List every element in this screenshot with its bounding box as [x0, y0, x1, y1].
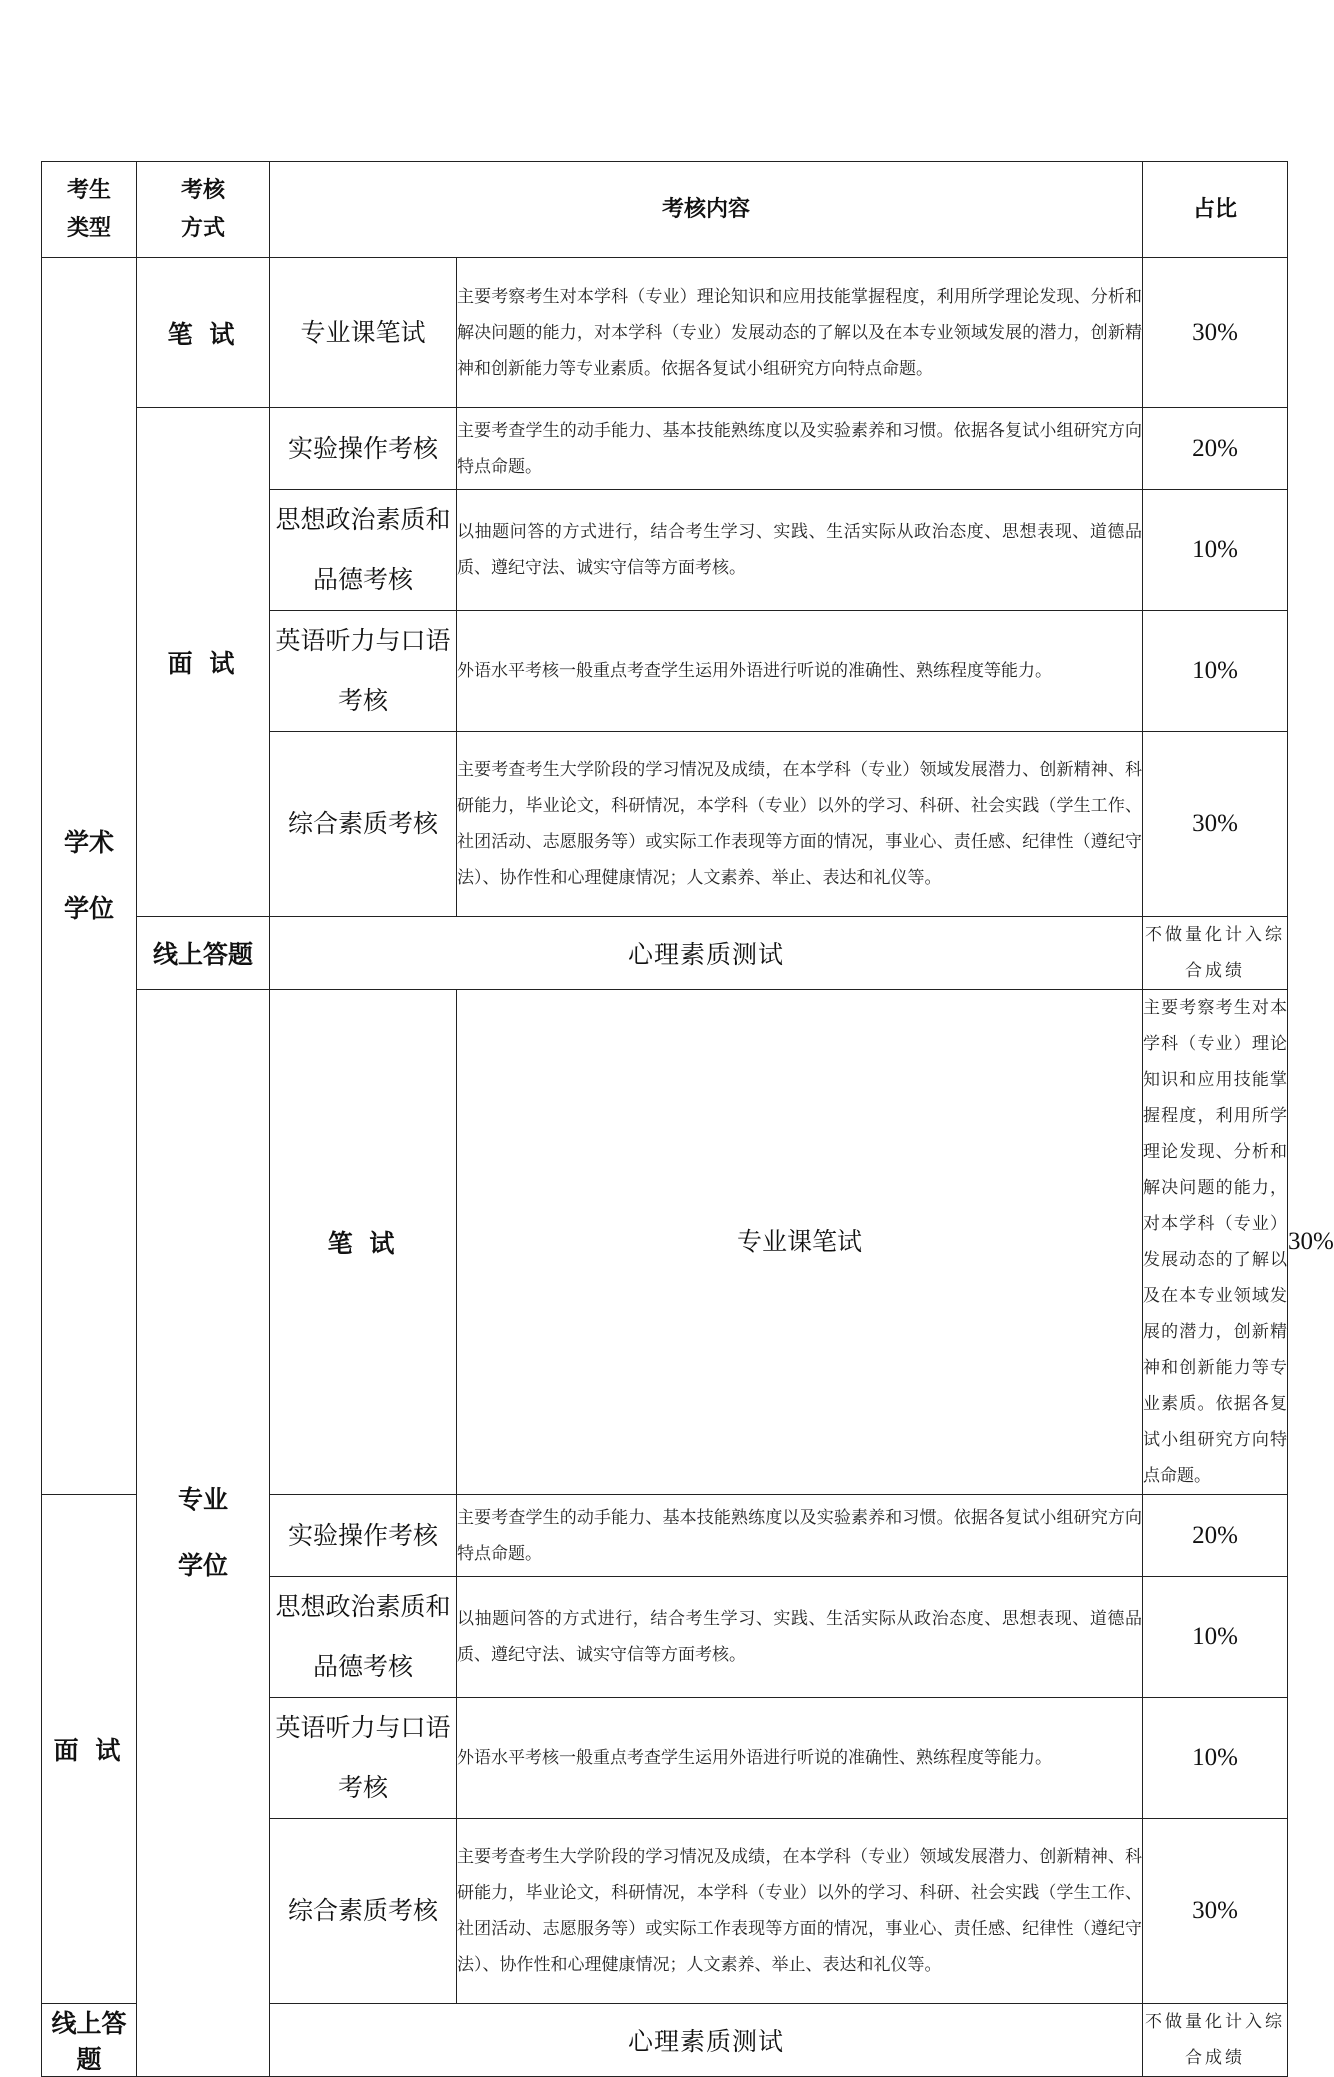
item-description-text: 主要考查考生大学阶段的学习情况及成绩，在本学科（专业）领域发展潜力、创新精神、科研能力，毕业论文，科研情况，本学科（专业）以外的学习、科研、社会实践（学生工作、社团活动、志愿服务等）或实际工作表现等方面的情况，事业心、责任感、纪律性（遵纪守法）、协作性和心理健康情况；人文素养、举止、表达和礼仪等。: [457, 1847, 1143, 1975]
header-ratio: [1143, 162, 1288, 258]
method-written-label: 笔 试: [167, 319, 239, 349]
item-name: [270, 732, 457, 917]
online-note-text: 不做量化计入综合成绩: [1145, 925, 1286, 981]
item-ratio: [1143, 611, 1288, 732]
assessment-table: [41, 161, 1334, 2077]
item-description: [457, 258, 1143, 408]
item-name: [270, 1819, 457, 2004]
method-interview-label: 面 试: [53, 1736, 125, 1765]
item-ratio-value: 10%: [1192, 657, 1238, 684]
item-description: [457, 1698, 1143, 1819]
header-row: [42, 162, 1288, 258]
item-name-label: 实验操作考核: [287, 1520, 438, 1550]
item-description-text: 主要考察考生对本学科（专业）理论知识和应用技能掌握程度，利用所学理论发现、分析和解决问题的能力，对本学科（专业）发展动态的了解以及在本专业领域发展的潜力，创新精神和创新能力等专业素质。依据各复试小组研究方向特点命题。: [457, 286, 1143, 379]
category-professional-label: 专业 学位: [177, 1485, 228, 1580]
method-online-label: 线上答题: [152, 940, 253, 969]
method-online: [42, 2004, 137, 2077]
table-row: [42, 990, 1288, 1495]
item-ratio-value: 30%: [1192, 1897, 1238, 1924]
item-ratio-value: 10%: [1192, 536, 1238, 563]
method-written: [137, 258, 270, 408]
item-description-text: 主要考察考生对本学科（专业）理论知识和应用技能掌握程度，利用所学理论发现、分析和解决问题的能力，对本学科（专业）发展动态的了解以及在本专业领域发展的潜力，创新精神和创新能力等专业素质。依据各复试小组研究方向特点命题。: [1143, 998, 1288, 1486]
item-ratio-value: 30%: [1288, 1228, 1334, 1255]
online-note: [1143, 2004, 1288, 2077]
item-ratio: [1143, 732, 1288, 917]
item-name: [270, 611, 457, 732]
online-content: [270, 917, 1143, 990]
item-ratio: [1143, 258, 1288, 408]
item-name-label: 专业课笔试: [737, 1227, 863, 1256]
item-name-label: 思想政治素质和品德考核: [275, 505, 451, 594]
item-description: [457, 408, 1143, 490]
item-description: [457, 1577, 1143, 1698]
item-name-label: 思想政治素质和品德考核: [275, 1592, 451, 1681]
item-description: [457, 490, 1143, 611]
header-candidate-type-label: 考生 类型: [66, 177, 111, 241]
item-description-text: 主要考查学生的动手能力、基本技能熟练度以及实验素养和习惯。依据各复试小组研究方向特点命题。: [457, 1507, 1143, 1564]
item-name: [270, 490, 457, 611]
item-ratio-value: 20%: [1192, 434, 1238, 462]
item-name: [270, 1577, 457, 1698]
method-online-label: 线上答题: [51, 2009, 127, 2074]
method-interview: [42, 1495, 137, 2004]
header-content-label: 考核内容: [662, 196, 751, 222]
item-description: [457, 1819, 1143, 2004]
item-name: [270, 1495, 457, 1577]
item-description: [1143, 990, 1288, 1495]
online-content-label: 心理素质测试: [628, 940, 785, 969]
table-row: [42, 258, 1288, 408]
header-candidate-type: [42, 162, 137, 258]
online-note: [1143, 917, 1288, 990]
item-description-text: 外语水平考核一般重点考查学生运用外语进行听说的准确性、熟练程度等能力。: [457, 661, 1052, 681]
table-row: [42, 917, 1288, 990]
item-name-label: 实验操作考核: [287, 433, 438, 463]
category-professional: [137, 990, 270, 2077]
item-name: [270, 408, 457, 490]
table-row: [42, 408, 1288, 490]
item-ratio: [1143, 1577, 1288, 1698]
item-ratio-value: 10%: [1192, 1623, 1238, 1650]
item-name-label: 专业课笔试: [300, 317, 426, 347]
method-online: [137, 917, 270, 990]
item-ratio-value: 30%: [1192, 318, 1238, 346]
category-academic: [42, 258, 137, 1495]
item-description: [457, 1495, 1143, 1577]
item-name: [270, 1698, 457, 1819]
category-academic-label: 学术 学位: [63, 828, 114, 923]
item-ratio-value: 10%: [1192, 1744, 1238, 1771]
header-ratio-label: 占比: [1193, 196, 1238, 222]
item-name-label: 英语听力与口语考核: [275, 626, 451, 715]
item-name-label: 英语听力与口语考核: [275, 1713, 451, 1802]
online-content-label: 心理素质测试: [628, 2027, 785, 2056]
method-written: [270, 990, 457, 1495]
item-ratio: [1143, 490, 1288, 611]
header-method: [137, 162, 270, 258]
header-content: [270, 162, 1143, 258]
item-ratio: [1143, 1698, 1288, 1819]
item-ratio-value: 20%: [1192, 1521, 1238, 1549]
item-description-text: 以抽题问答的方式进行，结合考生学习、实践、生活实际从政治态度、思想表现、道德品质、遵纪守法、诚实守信等方面考核。: [457, 1609, 1143, 1665]
item-ratio: [1143, 408, 1288, 490]
method-interview-label: 面 试: [167, 649, 239, 678]
item-description: [457, 611, 1143, 732]
item-description-text: 外语水平考核一般重点考查学生运用外语进行听说的准确性、熟练程度等能力。: [457, 1748, 1052, 1768]
online-note-text: 不做量化计入综合成绩: [1145, 2012, 1286, 2068]
item-ratio: [1143, 1819, 1288, 2004]
item-name: [457, 990, 1143, 1495]
header-method-label: 考核 方式: [180, 177, 225, 241]
method-written-label: 笔 试: [327, 1229, 399, 1258]
item-name-label: 综合素质考核: [287, 1896, 438, 1925]
method-interview: [137, 408, 270, 917]
item-name-label: 综合素质考核: [287, 809, 438, 838]
item-description-text: 主要考查考生大学阶段的学习情况及成绩，在本学科（专业）领域发展潜力、创新精神、科研能力，毕业论文，科研情况，本学科（专业）以外的学习、科研、社会实践（学生工作、社团活动、志愿服务等）或实际工作表现等方面的情况，事业心、责任感、纪律性（遵纪守法）、协作性和心理健康情况；人文素养、举止、表达和礼仪等。: [457, 760, 1143, 888]
item-name: [270, 258, 457, 408]
item-description: [457, 732, 1143, 917]
item-ratio-value: 30%: [1192, 810, 1238, 837]
item-ratio: [1143, 1495, 1288, 1577]
online-content: [270, 2004, 1143, 2077]
item-description-text: 以抽题问答的方式进行，结合考生学习、实践、生活实际从政治态度、思想表现、道德品质、遵纪守法、诚实守信等方面考核。: [457, 522, 1143, 578]
item-description-text: 主要考查学生的动手能力、基本技能熟练度以及实验素养和习惯。依据各复试小组研究方向特点命题。: [457, 420, 1143, 477]
